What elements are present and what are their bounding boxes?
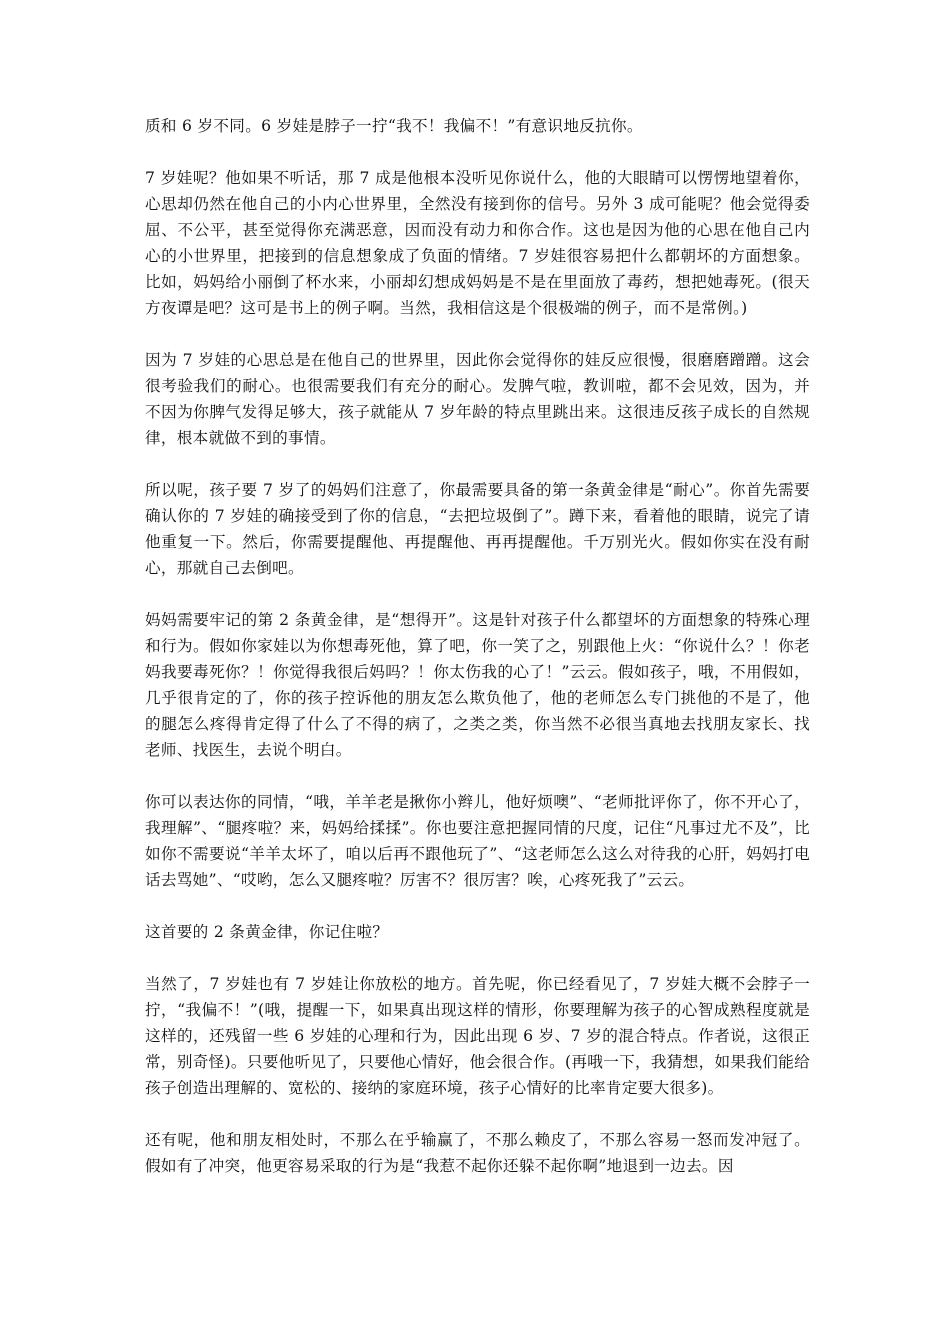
paragraph-9: 还有呢，他和朋友相处时，不那么在乎输赢了，不那么赖皮了，不那么容易一怒而发冲冠了。假如有了冲突，他更容易采取的行为是“我惹不起你还躲不起你啊”地退到一边去。因 [145,1131,810,1175]
paragraph-5: 妈妈需要牢记的第 2 条黄金律，是“想得开”。这是针对孩子什么都望坏的方面想象的特殊心理和行为。假如你家娃以为你想毒死他，算了吧，你一笑了之，别跟他上火：“你说什么？！你老妈我要毒死你？！你觉得我很后妈吗？！你太伤我的心了！”云云。假如孩子，哦，不用假如，几乎很肯定的了，你的孩子控诉他的朋友怎么欺负他了，他的老师怎么专门挑他的不是了，他的腿怎么疼得肯定得了什么了不得的病了，之类之类，你当然不必很当真地去找朋友家长、找老师、找医生，去说个明白。 [145,611,810,759]
paragraph-7: 这首要的 2 条黄金律，你记住啦？ [145,923,389,941]
paragraph-6: 你可以表达你的同情，“哦，羊羊老是揪你小辫儿，他好烦噢”、“老师批评你了，你不开心了，我理解”、“腿疼啦？来，妈妈给揉揉”。你也要注意把握同情的尺度，记住“凡事过尤不及”，比如你不需要说“羊羊太坏了，咱以后再不跟他玩了”、“这老师怎么这么对待我的心肝，妈妈打电话去骂她”、“哎哟，怎么又腿疼啦？厉害不？很厉害？唉，心疼死我了”云云。 [145,793,810,889]
paragraph-3: 因为 7 岁娃的心思总是在他自己的世界里，因此你会觉得你的娃反应很慢，很磨磨蹭蹭。这会很考验我们的耐心。也很需要我们有充分的耐心。发脾气啦，教训啦，都不会见效，因为，并不因为你脾气发得足够大，孩子就能从 7 岁年龄的特点里跳出来。这很违反孩子成长的自然规律，根本就做不到的事情。 [145,351,810,447]
paragraph-1: 质和 6 岁不同。6 岁娃是脖子一拧“我不！我偏不！”有意识地反抗你。 [145,117,643,135]
paragraph-2: 7 岁娃呢？他如果不听话，那 7 成是他根本没听见你说什么，他的大眼睛可以愣愣地望着你，心思却仍然在他自己的小内心世界里，全然没有接到你的信号。另外 3 成可能呢？他会觉得委屈、不公平，甚至觉得你充满恶意，因而没有动力和你合作。这也是因为他的心思在他自己内心的小世界里，把接到的信息想象成了负面的情绪。7 岁娃很容易把什么都朝坏的方面想象。比如，妈妈给小丽倒了杯水来，小丽却幻想成妈妈是不是在里面放了毒药，想把她毒死。(很天方夜谭是吧？这可是书上的例子啊。当然，我相信这是个很极端的例子，而不是常例。) [145,169,810,317]
paragraph-4: 所以呢，孩子要 7 岁了的妈妈们注意了，你最需要具备的第一条黄金律是“耐心”。你首先需要确认你的 7 岁娃的确接受到了你的信息，“去把垃圾倒了”。蹲下来，看着他的眼睛，说完了请他重复一下。然后，你需要提醒他、再提醒他、再再提醒他。千万别光火。假如你实在没有耐心，那就自己去倒吧。 [145,481,810,577]
paragraph-8: 当然了，7 岁娃也有 7 岁娃让你放松的地方。首先呢，你已经看见了，7 岁娃大概不会脖子一拧，“我偏不！”(哦，提醒一下，如果真出现这样的情形，你要理解为孩子的心智成熟程度就是这样的，还残留一些 6 岁娃的心理和行为，因此出现 6 岁、7 岁的混合特点。作者说，这很正常，别奇怪)。只要他听见了，只要他心情好，他会很合作。(再哦一下，我猜想，如果我们能给孩子创造出理解的、宽松的、接纳的家庭环境，孩子心情好的比率肯定要大很多)。 [145,975,810,1097]
article-body [145,113,810,1205]
